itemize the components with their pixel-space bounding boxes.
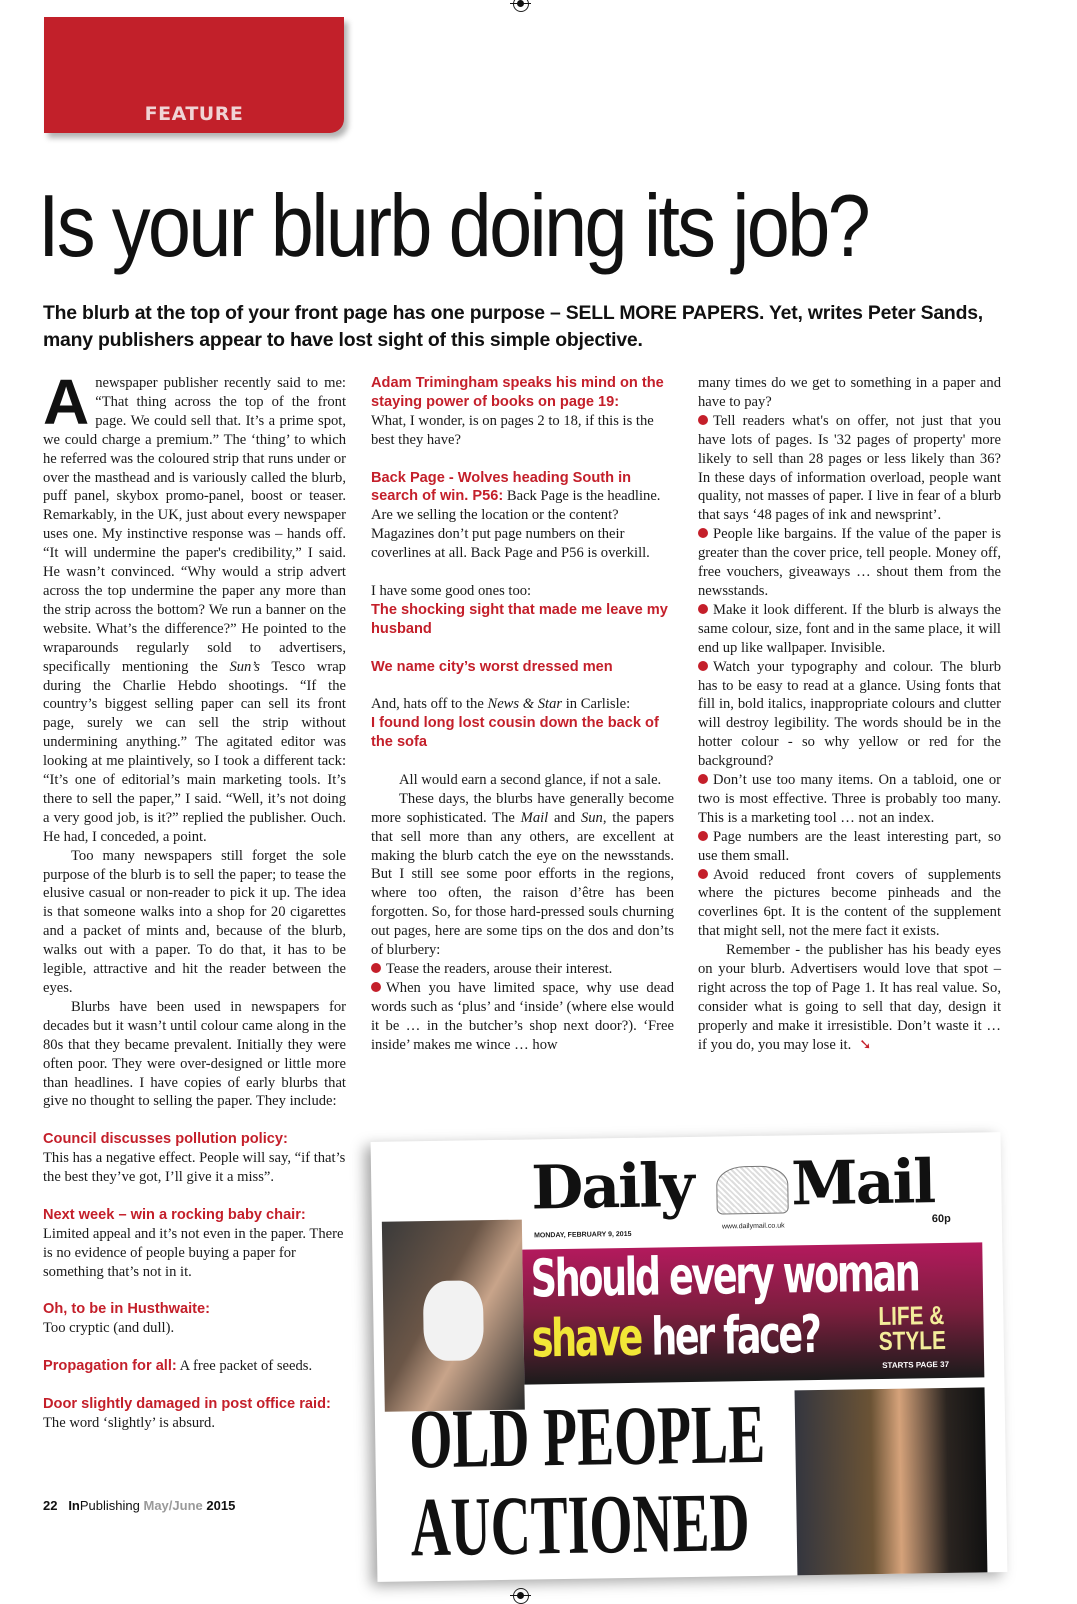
newspaper-date: MONDAY, FEBRUARY 9, 2015 <box>534 1230 632 1240</box>
banner-rest: her face? <box>640 1304 821 1368</box>
blurb-example-comment: A free packet of seeds. <box>179 1358 313 1375</box>
bullet-dot-icon <box>371 982 381 992</box>
text-run: All would earn a second glance, if not a sale. <box>399 771 662 788</box>
section-page-ref: STARTS PAGE 37 <box>882 1359 950 1370</box>
bullet-dot-icon <box>698 661 708 671</box>
blurb-example-headline: I found long lost cousin down the back of the sofa <box>371 715 659 751</box>
body-paragraph <box>371 790 674 960</box>
blurb-example-headline: Oh, to be in Husthwaite: <box>43 1301 211 1318</box>
tip-bullet <box>698 866 1001 942</box>
shaving-woman-photo <box>382 1220 525 1412</box>
blurb-example-comment: The word ‘slightly’ is absurd. <box>43 1414 215 1431</box>
spacer <box>371 563 674 582</box>
tip-bullet <box>698 412 1001 525</box>
blurb-example-headline: Council discusses pollution policy: <box>43 1131 288 1148</box>
bullet-dot-icon <box>698 831 708 841</box>
blurb-example-headline: Back Page - Wolves heading South in search of win. P56: <box>371 469 632 505</box>
article-column-2 <box>371 374 674 1055</box>
text-run: And, hats off to the <box>371 696 488 713</box>
blurb-example <box>371 601 674 639</box>
blurb-example-comment: What, I wonder, is on pages 2 to 18, if this is the best they have? <box>371 412 654 448</box>
text-run: Avoid reduced front covers of supplements where the pictures become pinheads and the coverlines 6pt. It is the content of the supplement that might sell, not the mere fact it exists. <box>698 866 1001 940</box>
banner-yellow-word: shave <box>531 1307 642 1370</box>
blurb-example-headline: Door slightly damaged in post office raid: <box>43 1395 331 1412</box>
issue-month: May/June <box>143 1498 203 1513</box>
tip-bullet <box>371 960 674 979</box>
spacer <box>371 639 674 658</box>
masthead-daily: Daily <box>530 1150 694 1224</box>
text-run: in Carlisle: <box>562 696 631 713</box>
magazine-name-rest: Publishing <box>79 1498 140 1513</box>
section-promo-line-2: STYLE <box>878 1324 947 1357</box>
shaving-foam <box>423 1280 484 1361</box>
blurb-example <box>43 1357 346 1376</box>
spacer <box>43 1281 346 1300</box>
article-title: Is your blurb doing its job? <box>38 176 869 275</box>
text-run: Blurbs have been used in newspapers for decades but it wasn’t until colour came along in the 80s that they became prevalent. Initially they were often poor. They were over-designed or little more than headlines. I have copies of early blurbs that give no thought to selling the paper. They include: <box>43 998 346 1110</box>
blurb-example-headline: The shocking sight that made me leave my husband <box>371 601 668 637</box>
blurb-banner <box>522 1242 984 1384</box>
spacer <box>43 1111 346 1130</box>
tip-bullet <box>371 979 674 1055</box>
banner-line-2 <box>531 1305 820 1370</box>
page-footer <box>43 1498 235 1513</box>
blurb-example <box>43 1300 346 1338</box>
tip-bullet <box>698 601 1001 658</box>
headline-line-2: AUCTIONED <box>409 1476 751 1575</box>
magazine-name-bold: In <box>68 1498 80 1513</box>
bullet-dot-icon <box>698 774 708 784</box>
article-column-1 <box>43 366 346 1433</box>
text-run: Tell readers what's on offer, not just that you have lots of pages. Is '32 pages of property' more likely to sell than 28 pages or less likely than 36? In these days of information overload, people want quality, not masses of paper. I live in fear of a blurb that says ‘48 pages of ink and newsprint’. <box>698 412 1001 524</box>
drop-cap: A <box>43 366 90 438</box>
italic-text: Sun <box>580 809 603 826</box>
article-column-3 <box>698 374 1001 1055</box>
blurb-example-comment: Back Page is the headline. Are we selling the location or the content? Magazines don’t put page numbers on their coverlines at all. Back Page and P56 is overkill. <box>371 488 661 562</box>
body-paragraph <box>371 771 674 790</box>
body-paragraph <box>43 847 346 998</box>
body-paragraph <box>698 374 1001 412</box>
bullet-dot-icon <box>698 528 708 538</box>
headline-line-1: OLD PEOPLE <box>408 1387 766 1487</box>
end-arrow-icon: ➘ <box>859 1035 872 1053</box>
blurb-example-comment: Limited appeal and it’s not even in the paper. There is no evidence of people buying a paper for something that’s not in it. <box>43 1225 344 1280</box>
blurb-example-headline: Next week – win a rocking baby chair: <box>43 1206 306 1223</box>
spacer <box>43 1187 346 1206</box>
text-run: Page numbers are the least interesting part, so use them small. <box>698 828 1001 864</box>
text-run: Tesco wrap during the Charlie Hebdo shootings. “If the country’s biggest selling paper can sell its front page, surely we can sell the strip without undermining anything.” The agitated editor was looking at me plaintively, so I took a different tack: “It’s one of editorial’s main marketing tools. It’s there to sell the paper,” I said. “Well, it’s not doing a very good job, is it?” replied the publisher. Ouch. He had, I conceded, a point. <box>43 658 346 845</box>
text-run: many times do we get to something in a paper and have to pay? <box>698 375 1001 410</box>
blurb-example <box>371 469 674 564</box>
text-run: Don’t use too many items. On a tabloid, one or two is most effective. Three is probably too many. This is a marketing tool … not an index. <box>698 772 1001 826</box>
spacer <box>43 1376 346 1395</box>
section-promo <box>878 1299 947 1357</box>
text-run: Watch your typography and colour. The blurb has to be easy to read at a glance. Using fonts that fill in, bold italics, inappropriate colours and clutter will destroy legibility. The words should be in the hotter colour - so why yellow or red for the background? <box>698 658 1001 770</box>
italic-text: Mail <box>520 809 549 826</box>
blurb-example <box>43 1395 346 1433</box>
text-run: I have some good ones too: <box>371 582 532 599</box>
body-paragraph <box>371 582 674 601</box>
body-paragraph <box>43 998 346 1111</box>
issue-year: 2015 <box>206 1498 236 1513</box>
bullet-dot-icon <box>371 963 381 973</box>
newspaper-headline <box>408 1387 768 1575</box>
blurb-example-headline: Propagation for all: <box>43 1358 177 1375</box>
banner-line-1: Should every woman <box>530 1243 919 1310</box>
text-run: When you have limited space, why use dead words such as ‘plus’ and ‘inside’ (where else would it be … in the butcher’s shop next door?). ‘Free inside’ makes me wince … how <box>371 979 674 1053</box>
newspaper-url: www.dailymail.co.uk <box>721 1222 785 1231</box>
italic-text: Sun’s <box>229 658 260 675</box>
text-run: Too many newspapers still forget the sole purpose of the blurb is to sell the paper; to tease the elusive casual or non-reader to pick it up. The idea is that someone walks into a shop for 20 cigarettes and a packet of mints and, because of the blurb, walks out with a paper. To do that, it has to be legible, attractive and hit the reader between the eyes. <box>43 847 346 996</box>
body-paragraph <box>371 695 674 714</box>
bullet-dot-icon <box>698 869 708 879</box>
section-promo-line-1: LIFE & <box>878 1299 945 1332</box>
text-run: People like bargains. If the value of the paper is greater than the cover price, tell people. Money off, free vouchers, giveaways … shout them from the newsstands. <box>698 526 1001 599</box>
blurb-example <box>43 1130 346 1187</box>
royal-crest-icon <box>716 1165 789 1214</box>
body-paragraph <box>698 941 1001 1054</box>
blurb-example <box>43 1206 346 1282</box>
text-run: Tease the readers, arouse their interest. <box>386 961 613 978</box>
section-tab-label: FEATURE <box>144 103 244 125</box>
spacer <box>371 752 674 771</box>
bullet-dot-icon <box>698 415 708 425</box>
text-run: These days, the blurbs have generally become more sophisticated. The <box>371 790 674 826</box>
tip-bullet <box>698 771 1001 828</box>
blurb-example-headline: We name city’s worst dressed men <box>371 658 613 675</box>
registration-mark-icon <box>513 0 529 12</box>
celebrity-couple-photo <box>795 1387 988 1580</box>
text-run: and <box>548 809 581 826</box>
daily-mail-front-page-image <box>371 1132 1008 1582</box>
masthead-mail: Mail <box>790 1147 935 1220</box>
body-paragraph <box>43 366 346 847</box>
section-tab <box>44 17 344 133</box>
bullet-dot-icon <box>698 604 708 614</box>
blurb-example <box>371 658 674 677</box>
italic-text: News & Star <box>487 696 563 713</box>
blurb-example-headline: Adam Trimingham speaks his mind on the staying power of books on page 19: <box>371 375 664 410</box>
tip-bullet <box>698 658 1001 771</box>
blurb-example-comment: This has a negative effect. People will say, “if that’s the best they’ve got, I’ll give it a miss”. <box>43 1150 346 1186</box>
blurb-example <box>371 714 674 752</box>
tip-bullet <box>698 525 1001 601</box>
blurb-example-comment: Too cryptic (and dull). <box>43 1320 175 1337</box>
spacer <box>43 1338 346 1357</box>
newspaper-price: 60p <box>931 1212 951 1226</box>
blurb-example <box>371 374 674 450</box>
text-run: Make it look different. If the blurb is always the same colour, size, font and in the same place, it will end up like wallpaper. Invisible. <box>698 601 1001 656</box>
text-run: Remember - the publisher has his beady eyes on your blurb. Advertisers would love that spot – right across the top of Page 1. It has real value. So, consider what is going to sell that day, design it properly and make it irresistible. Don’t waste it … if you do, you may lose it. <box>698 942 1001 1053</box>
magazine-name <box>68 1498 140 1513</box>
tip-bullet <box>698 828 1001 866</box>
spacer <box>371 676 674 695</box>
text-run: , the papers that sell more than any others, are excellent at making the blurb catch the eye on the newsstands. But I still see some poor efforts in the regions, where too often, the raison d’être has been forgotten. So, for those hard-pressed souls churning out pages, here are some tips on the dos and don’ts of blurbery: <box>371 809 674 959</box>
standfirst: The blurb at the top of your front page has one purpose – SELL MORE PAPERS. Yet, writes Peter Sands, many publishers appear to have lost sight of this simple objective. <box>43 302 983 351</box>
text-run: newspaper publisher recently said to me: “That thing across the top of the front page. We could sell that. It’s a prime spot, we could charge a premium.” The ‘thing’ to which he referred was the coloured strip that runs under or over the masthead and is variously called the blurb, puff panel, skybox promo-panel, boost or teaser. Remarkably, in the UK, just about every newspaper uses one. My instinctive response was – hands off. “It will undermine the paper's credibility,” I said. He wasn’t convinced. “Why would a strip advert across the top undermine the paper any more than the strip across the bottom? We run a banner on the website. What’s the difference?” He pointed to the wraparounds regularly sold to advertisers, specifically mentioning the <box>43 375 346 675</box>
page-number: 22 <box>43 1498 58 1513</box>
registration-mark-icon <box>513 1588 529 1604</box>
spacer <box>371 450 674 469</box>
